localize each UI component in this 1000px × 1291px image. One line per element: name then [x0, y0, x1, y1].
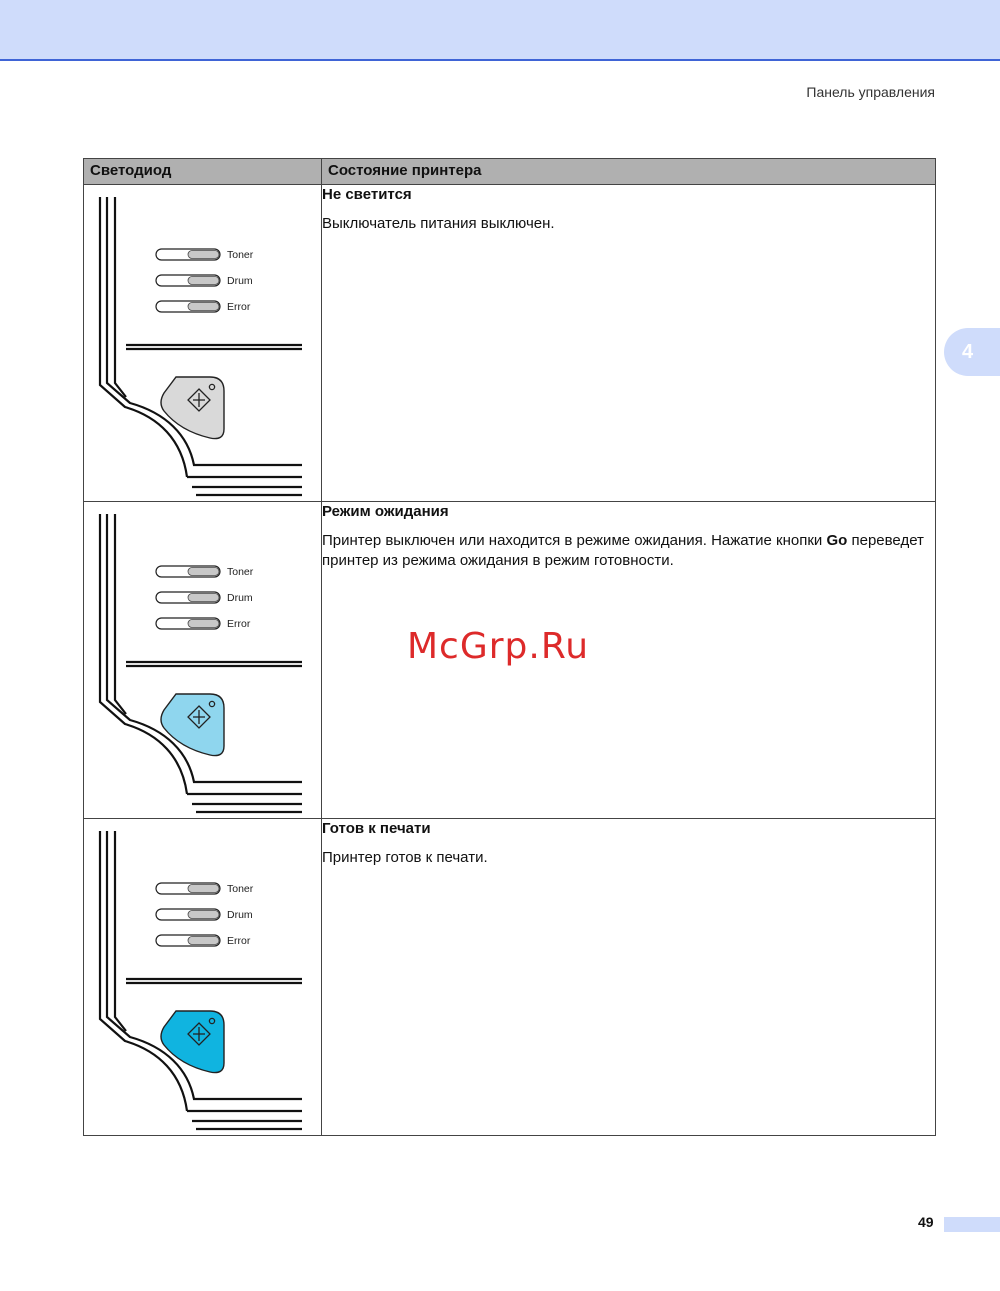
table-row — [84, 185, 936, 502]
status-text-cell — [322, 819, 936, 1136]
state-description: Принтер готов к печати. — [322, 849, 488, 866]
watermark: McGrp.Ru — [407, 626, 590, 667]
state-title: Не светится — [322, 186, 412, 203]
led-label-error: Error — [227, 935, 251, 947]
column-header-status: Состояние принтера — [322, 159, 936, 185]
led-label-toner: Toner — [227, 883, 254, 895]
led-label-drum: Drum — [227, 275, 253, 287]
led-label-drum: Drum — [227, 592, 253, 604]
state-description: Выключатель питания выключен. — [322, 215, 555, 232]
led-label-error: Error — [227, 301, 251, 313]
state-title: Режим ожидания — [322, 503, 449, 520]
go-key-name: Go — [826, 532, 848, 549]
state-description-part: переведет принтер из режима ожидания в режим готовности. — [322, 532, 924, 569]
column-header-led: Светодиод — [84, 159, 322, 185]
chapter-tab: 4 — [944, 328, 1000, 376]
page-number: 49 — [918, 1214, 934, 1230]
led-label-toner: Toner — [227, 566, 254, 578]
control-panel-illustration — [84, 819, 322, 1135]
page-number-bar — [944, 1217, 1000, 1232]
status-text-cell — [322, 185, 936, 502]
led-label-toner: Toner — [227, 249, 254, 261]
top-band — [0, 0, 1000, 61]
state-description-part: Принтер выключен или находится в режиме ожидания. Нажатие кнопки — [322, 532, 827, 549]
table-row — [84, 819, 936, 1136]
led-illustration-cell — [84, 502, 322, 819]
led-label-drum: Drum — [227, 909, 253, 921]
state-description — [322, 531, 935, 571]
control-panel-illustration — [84, 185, 322, 501]
led-illustration-cell — [84, 819, 322, 1136]
led-illustration-cell — [84, 185, 322, 502]
table-header-row — [84, 159, 936, 185]
state-title: Готов к печати — [322, 820, 431, 837]
running-header: Панель управления — [806, 84, 935, 100]
led-label-error: Error — [227, 618, 251, 630]
control-panel-illustration — [84, 502, 322, 818]
